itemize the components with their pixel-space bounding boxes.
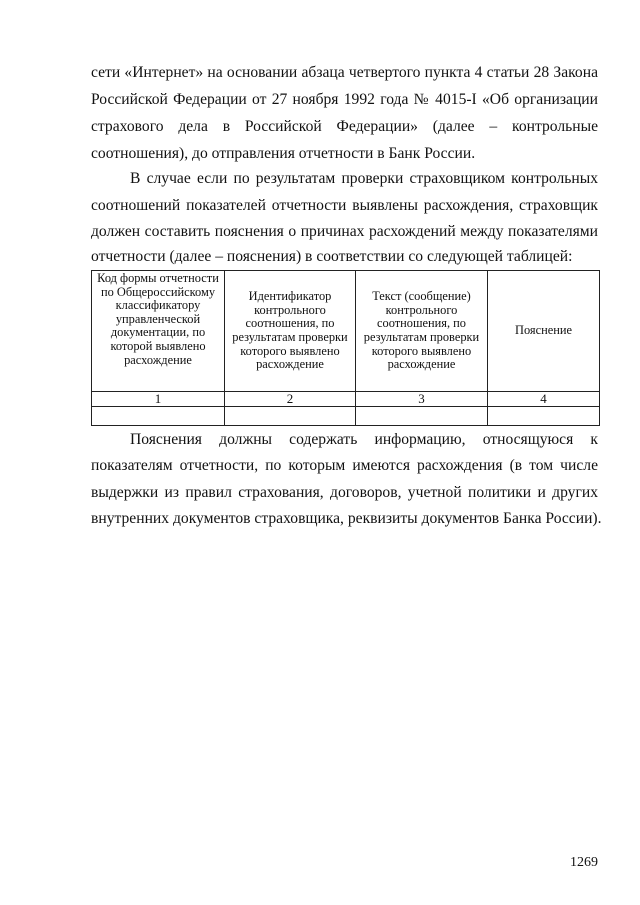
table-empty-row [92, 407, 600, 426]
paragraph-3-line-2: показателям отчетности, по которым имеются расхождения (в том числе [91, 457, 598, 474]
empty-cell [225, 407, 356, 426]
empty-cell [356, 407, 488, 426]
table-header-row [92, 271, 600, 392]
paragraph-1-line-2: Российской Федерации от 27 ноября 1992 года № 4015-I «Об организации [91, 91, 598, 108]
discrepancy-table [91, 270, 600, 426]
paragraph-1-line-1: сети «Интернет» на основании абзаца четвертого пункта 4 статьи 28 Закона [91, 64, 598, 81]
paragraph-2-line-1: В случае если по результатам проверки страховщиком контрольных [130, 170, 598, 187]
paragraph-1-line-4: соотношения), до отправления отчетности в Банк России. [91, 145, 476, 162]
empty-cell [488, 407, 600, 426]
column-number-3: 3 [356, 392, 488, 407]
paragraph-3-line-1: Пояснения должны содержать информацию, относящуюся к [130, 431, 598, 448]
empty-cell [92, 407, 225, 426]
column-number-4: 4 [488, 392, 600, 407]
page-number: 1269 [570, 855, 598, 870]
paragraph-3-line-4: внутренних документов страховщика, реквизиты документов Банка России). [91, 510, 602, 527]
paragraph-3-line-3: выдержки из правил страхования, договоров, учетной политики и других [91, 484, 598, 501]
header-control-identifier: Идентификатор контрольного соотношения, по результатам проверки которого выявлено расхождение [225, 271, 356, 392]
paragraph-2-line-2: соотношений показателей отчетности выявлены расхождения, страховщик [91, 197, 598, 214]
paragraph-1-line-3: страхового дела в Российской Федерации» (далее – контрольные [91, 118, 598, 135]
paragraph-2-line-4: отчетности (далее – пояснения) в соответствии со следующей таблицей: [91, 248, 573, 265]
column-number-1: 1 [92, 392, 225, 407]
header-explanation: Пояснение [488, 271, 600, 392]
header-control-text: Текст (сообщение) контрольного соотношения, по результатам проверки которого выявлено расхождение [356, 271, 488, 392]
header-form-code: Код формы отчетности по Общероссийскому классификатору управленческой документации, по которой выявлено расхождение [92, 271, 225, 392]
column-number-2: 2 [225, 392, 356, 407]
table-number-row [92, 392, 600, 407]
paragraph-2-line-3: должен составить пояснения о причинах расхождений между показателями [91, 223, 598, 240]
